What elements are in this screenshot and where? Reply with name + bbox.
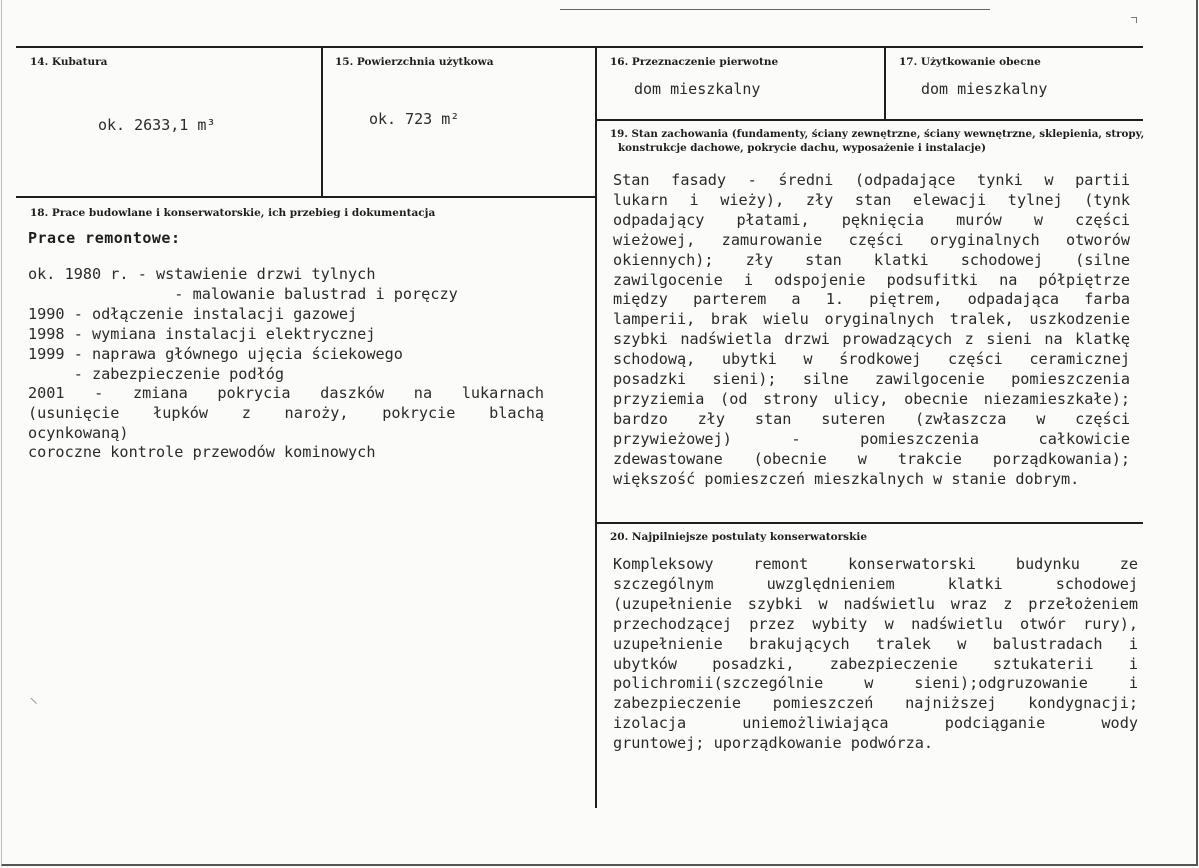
f20-line: Kompleksowy remont konserwatorski budynku ze [613,555,1138,573]
f18-line: ocynkowaną) [28,424,129,442]
f20-line: gruntowej; uporządkowanie podwórza. [613,734,934,753]
top-rule [560,9,990,10]
f18-line: - zabezpieczenie podłóg [28,365,285,383]
field-15-value: ok. 723 m² [369,110,460,128]
field-17-label: 17. Użytkowanie obecne [899,56,1041,68]
f20-line: przechodzącej przez wybity w nadświetlu otwór rury), [613,614,1138,633]
field-19-label-line2: konstrukcje dachowe, pokrycie dachu, wyposażenie i instalacje) [618,142,986,154]
f19-line: między parterem a 1. piętrem, odpadająca farba [613,290,1130,309]
f18-line: - malowanie balustrad i poręczy [28,285,458,303]
rule-v-main [595,46,597,808]
f19-line: bardzo zły stan suteren (zwłaszcza w części [613,409,1130,428]
field-18-heading: Prace remontowe: [28,229,181,247]
f19-line: Stan fasady - średni (odpadające tynki w partii [613,171,1130,189]
field-19-label-line1: 19. Stan zachowania (fundamenty, ściany zewnętrzne, ściany wewnętrzne, sklepienia, stropy, [610,128,1145,140]
field-17-value: dom mieszkalny [921,80,1048,98]
f19-line: lamperii, brak wielu oryginalnych tralek, uszkodzenie [613,310,1130,329]
f18-line: 1998 - wymiana instalacji elektrycznej [28,325,376,343]
f19-line: przywieżowej) - pomieszczenia całkowicie [613,429,1130,448]
f18-line: (usunięcie łupków z naroży, pokrycie blachą [28,404,544,422]
rule-v-15 [321,46,323,197]
f19-line: odpadający płatami, pęknięcia murów w części [613,210,1130,229]
f19-line: zawilgocenie i odspojenie podsufitki na półpiętrze [613,270,1130,289]
f20-line: (uzupełnienie szybki w nadświetlu wraz z przełożeniem [613,594,1138,613]
f19-line: szybki nadświetla drzwi prowadzących z sieni na klatkę [613,330,1130,349]
rule-right-1 [596,119,1143,121]
corner-mark [1131,17,1137,23]
field-14-value: ok. 2633,1 m³ [98,116,216,134]
f20-line: zabezpieczenie pomieszczeń najniższej kondygnacji; [613,694,1138,713]
f19-line: posadzki sieni); silne zawilgocenie pomieszczenia [613,370,1130,388]
f20-line: szczególnym uwzględnieniem klatki schodowej [613,574,1138,593]
f19-line: schodową, ubytki w środkowej części ceramicznej [613,350,1130,369]
field-16-label: 16. Przeznaczenie pierwotne [610,56,779,68]
f19-line: przyziemia (od strony ulicy, obecnie niezamieszkałe); [613,389,1130,408]
f20-line: polichromii(szczególnie w sieni);odgruzowanie i [613,674,1138,693]
field-18-label: 18. Prace budowlane i konserwatorskie, ich przebieg i dokumentacja [30,207,436,219]
f18-line: 2001 - zmiana pokrycia daszków na lukarnach [28,384,544,402]
field-15-label: 15. Powierzchnia użytkowa [335,56,494,68]
f19-line: okiennych); zły stan klatki schodowej (silne [613,250,1130,269]
f18-line: 1990 - odłączenie instalacji gazowej [28,305,358,323]
field-14-label: 14. Kubatura [30,56,108,68]
f19-line: lukarn i wieży), zły stan elewacji tylnej (tynk [613,190,1130,209]
f19-line: wieżowej, zamurowanie części oryginalnych otworów [613,230,1130,249]
scan-speck [30,692,42,704]
f19-line: większość pomieszczeń mieszkalnych w stanie dobrym. [613,469,1080,488]
rule-mid-left [16,196,596,198]
rule-v-17 [884,46,886,120]
rule-top [16,46,1143,48]
f19-line: zdewastowane (obecnie w trakcie porządkowania); [613,449,1130,468]
f20-line: uzupełnienie brakujących tralek w balustradach i [613,634,1138,653]
f18-line: 1999 - naprawa głównego ujęcia ściekowego [28,345,403,363]
field-20-label: 20. Najpilniejsze postulaty konserwatorskie [610,531,868,543]
f20-line: ubytków posadzki, zabezpieczenie sztukaterii i [613,654,1138,673]
rule-right-2 [596,522,1143,524]
f18-line: ok. 1980 r. - wstawienie drzwi tylnych [28,265,376,283]
f18-line: coroczne kontrole przewodów kominowych [28,443,376,461]
f20-line: izolacja uniemożliwiająca podciąganie wody [613,714,1138,733]
field-16-value: dom mieszkalny [634,80,761,98]
